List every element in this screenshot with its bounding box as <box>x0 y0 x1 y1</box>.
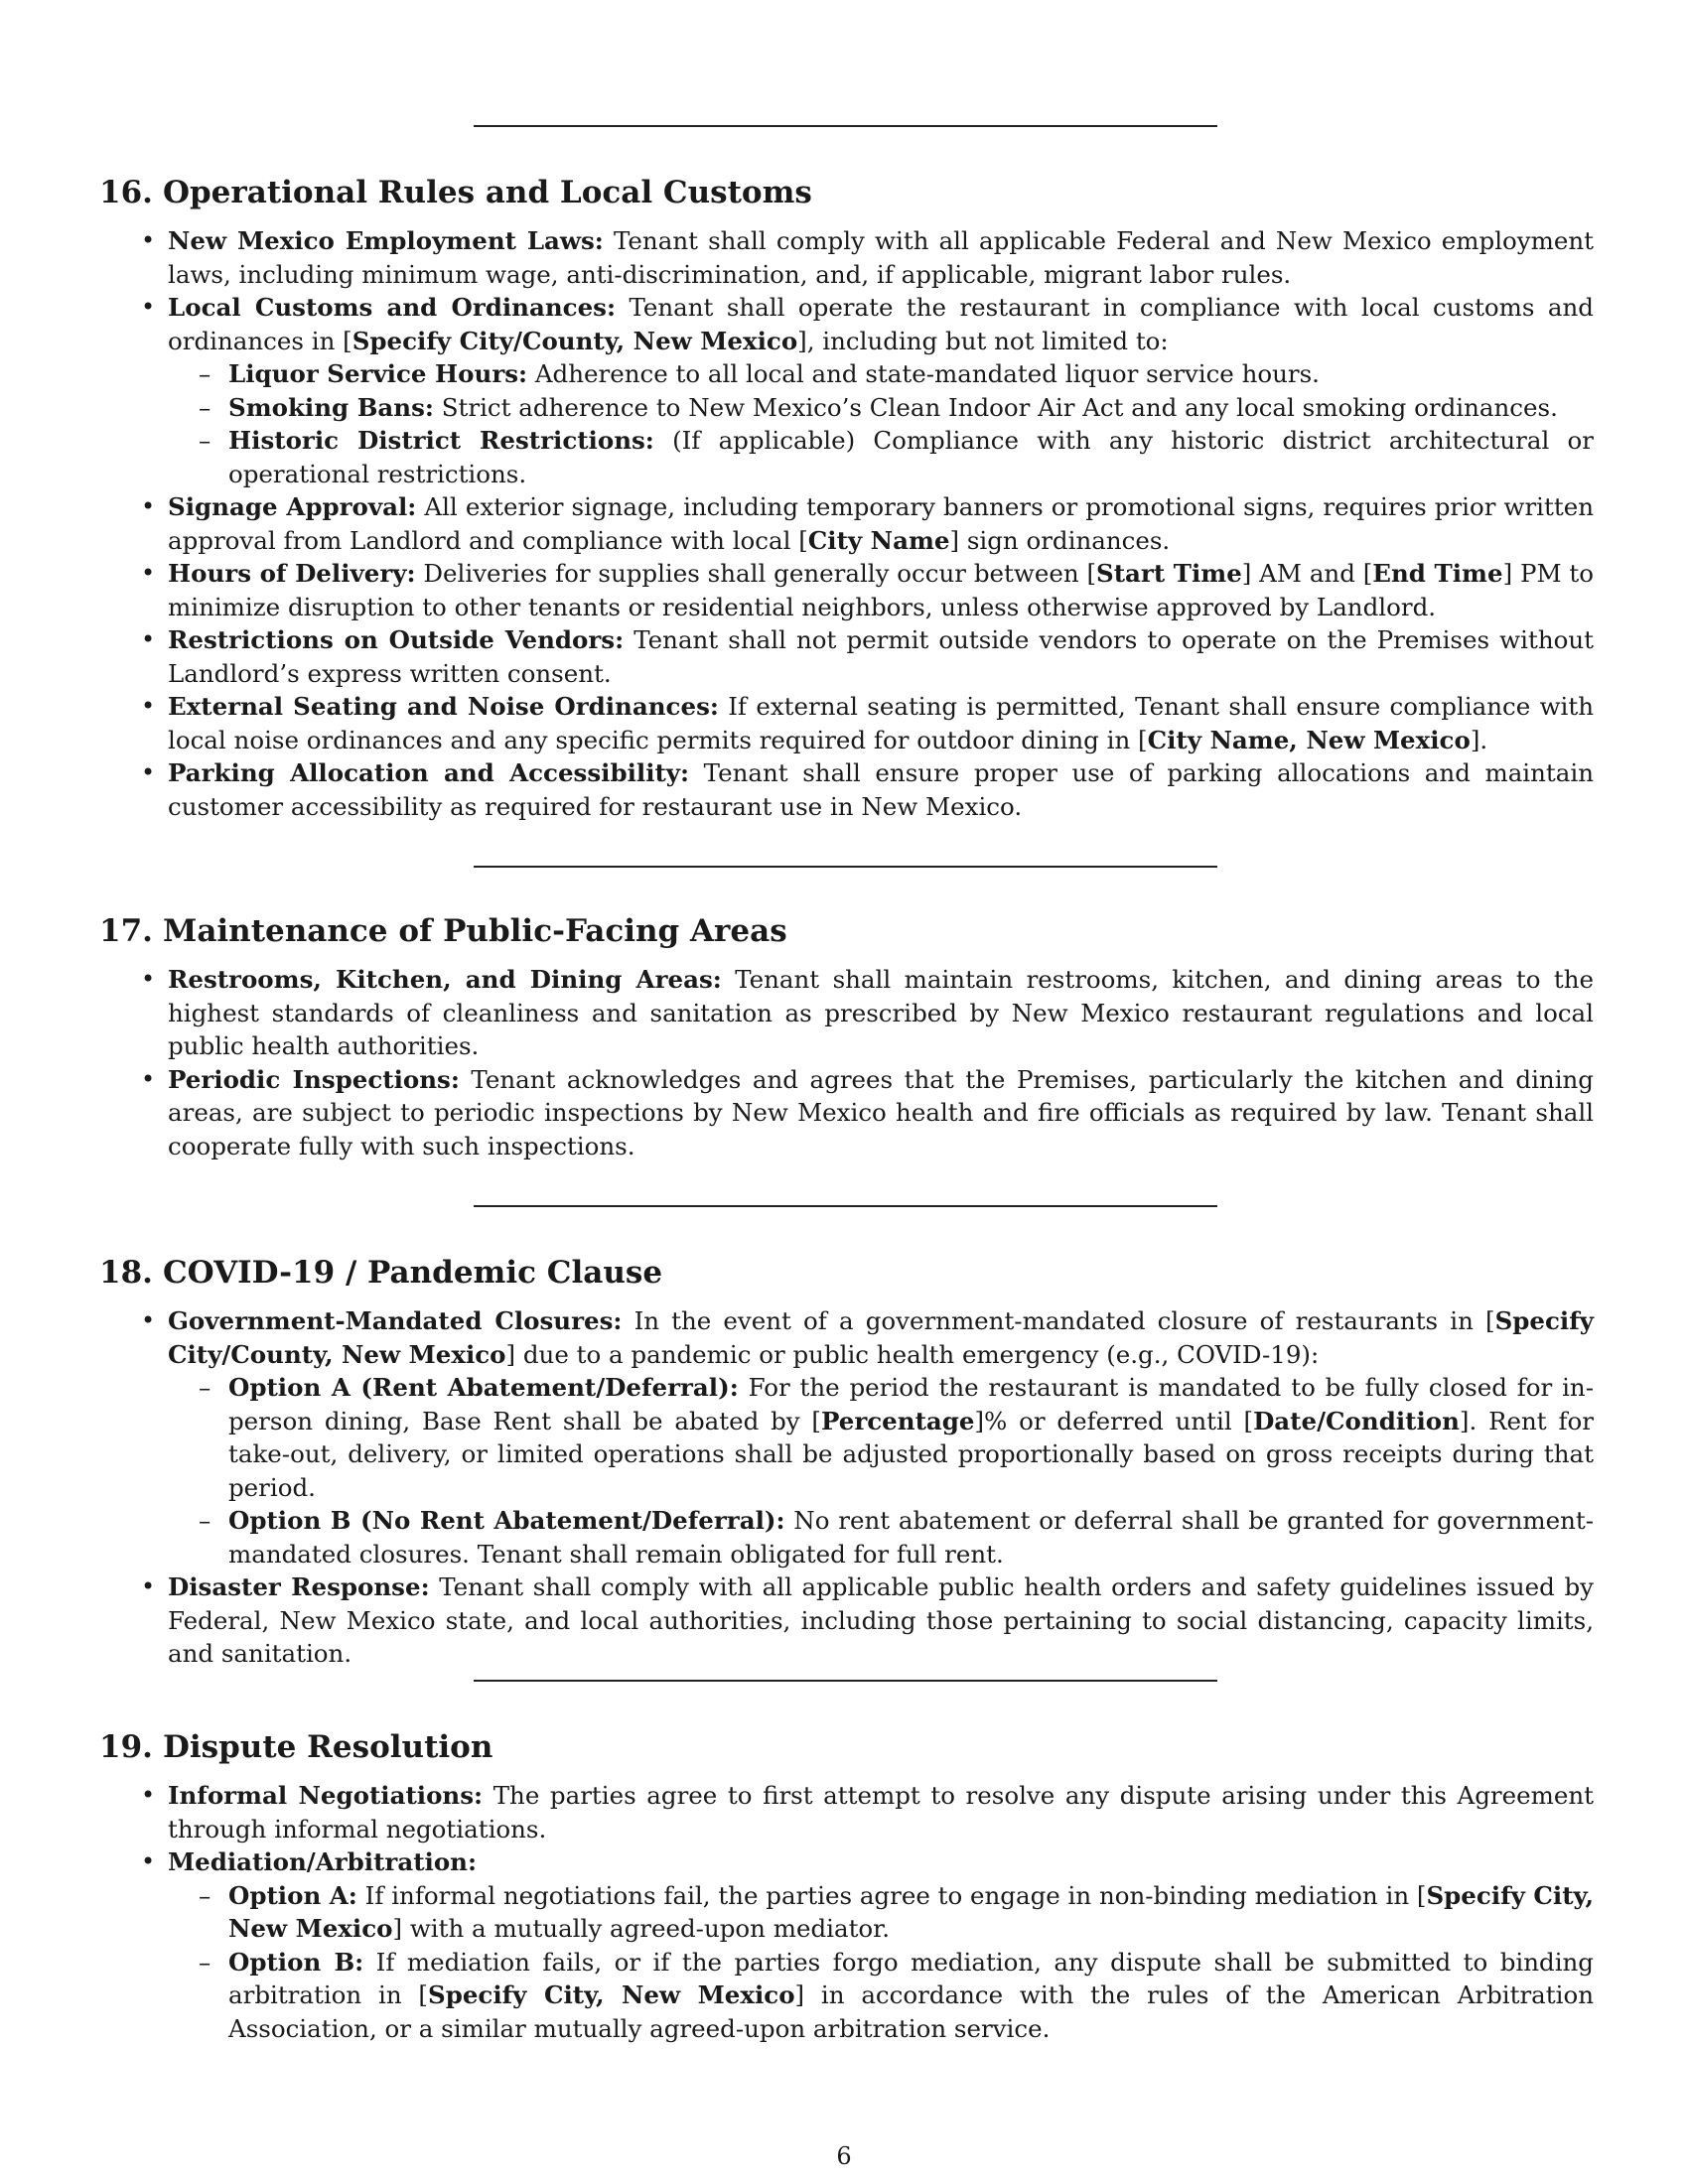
placeholder: Specify City/County, New Mexico <box>352 326 798 355</box>
list-item: – Option B (No Rent Abatement/Deferral): No rent abatement or deferral shall be granted for government-mandated closures. Tenant shall remain obligated for full rent. <box>228 1504 1594 1570</box>
sub-list <box>168 1879 1594 2046</box>
section-divider <box>474 866 1217 868</box>
list-item: • New Mexico Employment Laws: Tenant shall comply with all applicable Federal and New Mexico employment laws, including minimum wage, anti-discrimination, and, if applicable, migrant labor rules. <box>168 224 1594 291</box>
section-heading: 19. Dispute Resolution <box>99 1729 493 1765</box>
placeholder: End Time <box>1372 559 1503 588</box>
placeholder: Specify City/County, New Mexico <box>168 1306 1594 1369</box>
list-item: • External Seating and Noise Ordinances: If external seating is permitted, Tenant shall ensure compliance with local noise ordinances and any specific permits required for outdoor dining in [City Name, New Mexico]. <box>168 690 1594 756</box>
section-18 <box>99 1253 1594 1671</box>
page-number: 6 <box>836 2142 852 2170</box>
bullet-list <box>99 963 1594 1162</box>
list-item: – Option B: If mediation fails, or if the parties forgo mediation, any dispute shall be submitted to binding arbitration in [Specify City, New Mexico] in accordance with the rules of the American Arbitration Association, or a similar mutually agreed-upon arbitration service. <box>228 1946 1594 2046</box>
placeholder: Specify City, New Mexico <box>428 1980 795 2009</box>
section-divider <box>474 1205 1217 1207</box>
section-19 <box>99 1727 1594 2045</box>
section-heading: 17. Maintenance of Public-Facing Areas <box>99 913 787 949</box>
list-item: • Mediation/Arbitration: – Option A: If informal negotiations fail, the parties agree to engage in non-binding mediation in [Specify City, New Mexico] with a mutually agreed-upon mediator. – Option B: If mediation fails, or if the parties forgo mediation, any dispute shall be submitted to binding arbitration in [Specify City, New Mexico] in accordance with the rules of the American Arbitration Association, or a similar mutually agreed-upon arbitration service. <box>168 1845 1594 2045</box>
bullet-list <box>99 1304 1594 1671</box>
list-item: • Signage Approval: All exterior signage, including temporary banners or promotional signs, requires prior written approval from Landlord and compliance with local [City Name] sign ordinances. <box>168 490 1594 557</box>
placeholder: Date/Condition <box>1253 1406 1460 1435</box>
list-item: – Historic District Restrictions: (If applicable) Compliance with any historic district architectural or operational restrictions. <box>228 424 1594 490</box>
section-heading: 18. COVID-19 / Pandemic Clause <box>99 1255 663 1291</box>
sub-list <box>168 357 1594 490</box>
section-divider <box>474 125 1217 127</box>
placeholder: City Name <box>807 525 950 555</box>
placeholder: Percentage <box>821 1406 975 1435</box>
list-item: • Restrooms, Kitchen, and Dining Areas: Tenant shall maintain restrooms, kitchen, and dining areas to the highest standards of cleanliness and sanitation as prescribed by New Mexico restaurant regulations and local public health authorities. <box>168 963 1594 1063</box>
bullet-list <box>99 224 1594 823</box>
list-item: • Parking Allocation and Accessibility: Tenant shall ensure proper use of parking allocations and maintain customer accessibility as required for restaurant use in New Mexico. <box>168 756 1594 823</box>
list-item: • Local Customs and Ordinances: Tenant shall operate the restaurant in compliance with local customs and ordinances in [Specify City/County, New Mexico], including but not limited to: – Liquor Service Hours: Adherence to all local and state-mandated liquor service hours. – Smoking Bans: Strict adherence to New Mexico’s Clean Indoor Air Act and any local smoking ordinances. – Historic District Restrictions: (If applicable) Compliance with any historic district architectural or operational restrictions. <box>168 291 1594 490</box>
list-item: • Government-Mandated Closures: In the event of a government-mandated closure of restaurants in [Specify City/County, New Mexico] due to a pandemic or public health emergency (e.g., COVID-19): – Option A (Rent Abatement/Deferral): For the period the restaurant is mandated to be fully closed for in-person dining, Base Rent shall be abated by [Percentage]% or deferred until [Date/Condition]. Rent for take-out, delivery, or limited operations shall be adjusted proportionally based on gross receipts during that period. – Option B (No Rent Abatement/Deferral): No rent abatement or deferral shall be granted for government-mandated closures. Tenant shall remain obligated for full rent. <box>168 1304 1594 1570</box>
section-16 <box>99 173 1594 823</box>
section-heading: 16. Operational Rules and Local Customs <box>99 175 812 210</box>
list-item: – Option A (Rent Abatement/Deferral): For the period the restaurant is mandated to be fully closed for in-person dining, Base Rent shall be abated by [Percentage]% or deferred until [Date/Condition]. Rent for take-out, delivery, or limited operations shall be adjusted proportionally based on gross receipts during that period. <box>228 1371 1594 1504</box>
list-item: – Liquor Service Hours: Adherence to all local and state-mandated liquor service hours. <box>228 357 1594 391</box>
bullet-list <box>99 1779 1594 2045</box>
list-item: • Periodic Inspections: Tenant acknowledges and agrees that the Premises, particularly the kitchen and dining areas, are subject to periodic inspections by New Mexico health and fire officials as required by law. Tenant shall cooperate fully with such inspections. <box>168 1063 1594 1163</box>
section-17 <box>99 911 1594 1162</box>
list-item: • Hours of Delivery: Deliveries for supplies shall generally occur between [Start Time] AM and [End Time] PM to minimize disruption to other tenants or residential neighbors, unless otherwise approved by Landlord. <box>168 557 1594 623</box>
list-item: – Smoking Bans: Strict adherence to New Mexico’s Clean Indoor Air Act and any local smoking ordinances. <box>228 391 1594 425</box>
placeholder: Specify City, New Mexico <box>228 1880 1594 1943</box>
list-item: • Disaster Response: Tenant shall comply with all applicable public health orders and safety guidelines issued by Federal, New Mexico state, and local authorities, including those pertaining to social distancing, capacity limits, and sanitation. <box>168 1570 1594 1671</box>
list-item: • Restrictions on Outside Vendors: Tenant shall not permit outside vendors to operate on the Premises without Landlord’s express written consent. <box>168 623 1594 690</box>
list-item: – Option A: If informal negotiations fail, the parties agree to engage in non-binding mediation in [Specify City, New Mexico] with a mutually agreed-upon mediator. <box>228 1879 1594 1946</box>
list-item: • Informal Negotiations: The parties agree to first attempt to resolve any dispute arising under this Agreement through informal negotiations. <box>168 1779 1594 1845</box>
section-divider <box>474 1680 1217 1682</box>
placeholder: Start Time <box>1096 559 1242 588</box>
placeholder: City Name, New Mexico <box>1147 725 1471 754</box>
sub-list <box>168 1371 1594 1570</box>
